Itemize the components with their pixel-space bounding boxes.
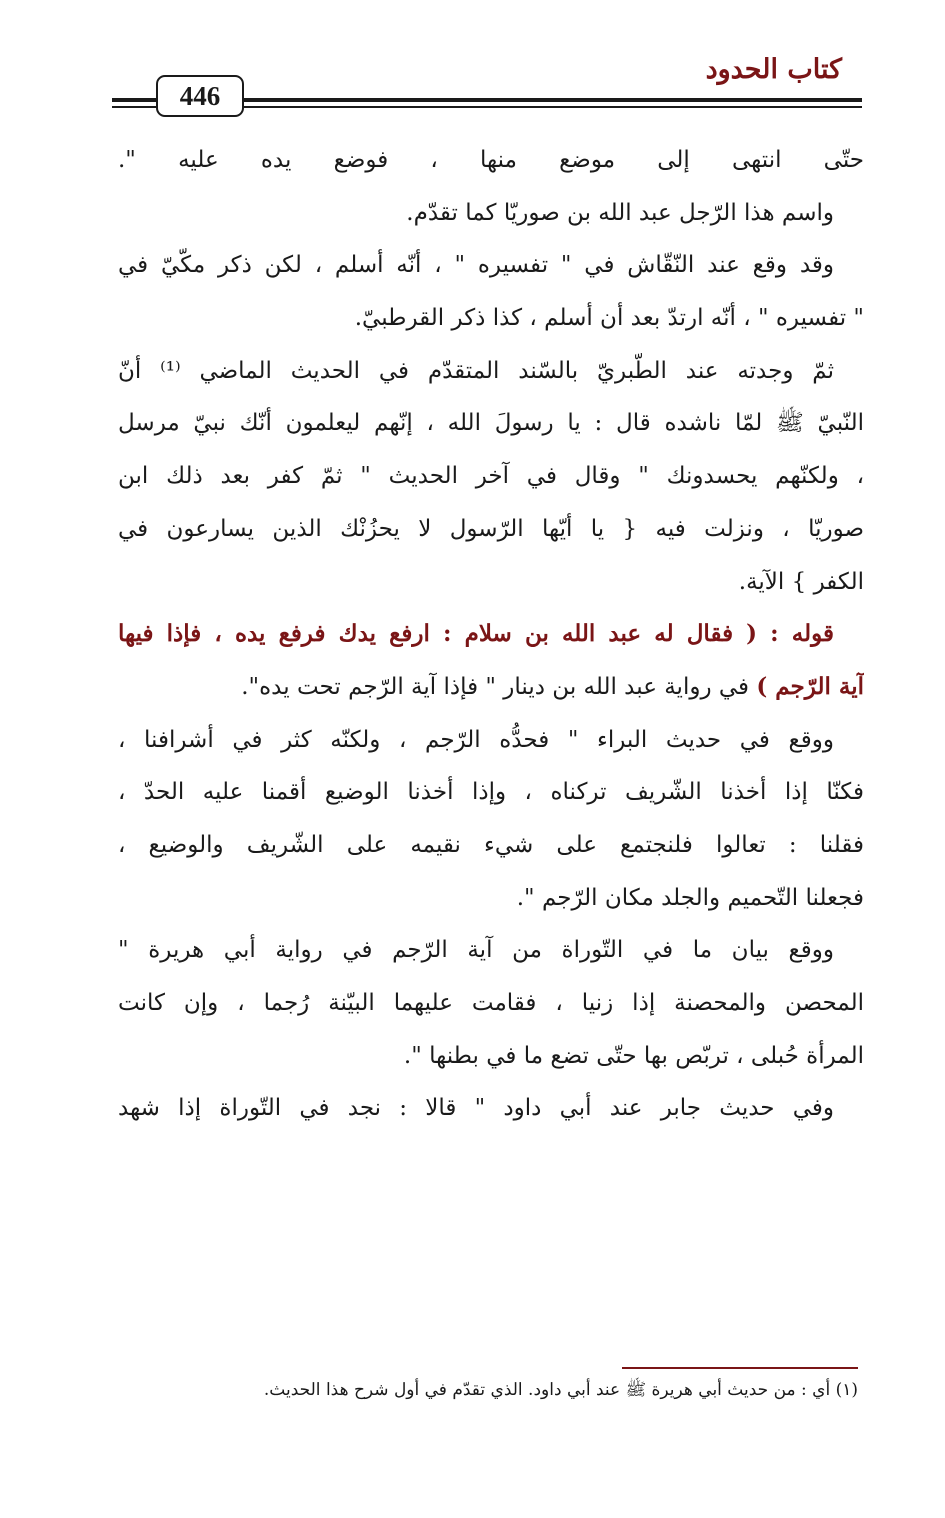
text-line: ثمّ وجدته عند الطّبريّ بالسّند المتقدّم في الحديث الماضي ⁽¹⁾ أنّ [118, 357, 834, 384]
text-line: وقد وقع عند النّقّاش في " تفسيره " ، أنّه أسلم ، لكن ذكر مكّيّ في [118, 252, 834, 279]
text-line: " تفسيره " ، أنّه ارتدّ بعد أن أسلم ، كذا ذكر القرطبيّ. [354, 305, 864, 332]
quote-line [118, 608, 864, 661]
text-line: فكنّا إذا أخذنا الشّريف تركناه ، وإذا أخذنا الوضيع أقمنا عليه الحدّ ، [118, 779, 864, 806]
text-line: فقلنا : تعالوا فلنجتمع على شيء نقيمه على الشّريف والوضيع ، [118, 831, 864, 858]
page-header [112, 48, 862, 118]
page-number: 446 [156, 75, 244, 117]
quote-highlight: آية الرّجم ) [756, 672, 864, 700]
text-line: النّبيّ ﷺ لمّا ناشده قال : يا رسولَ الله ، إنّهم ليعلمون أنّك نبيّ مرسل [118, 410, 864, 437]
quote-rest: في رواية عبد الله بن دينار " فإذا آية الرّجم تحت يده". [241, 673, 757, 700]
quote-highlight: قوله : ( فقال له عبد الله بن سلام : ارفع يدك فرفع يده ، فإذا فيها [118, 620, 834, 648]
book-title: كتاب الحدود [705, 54, 842, 85]
text-line: ، ولكنّهم يحسدونك " وقال في آخر الحديث " ثمّ كفر بعد ذلك ابن [118, 463, 864, 490]
text-line: المرأة حُبلى ، تربّص بها حتّى تضع ما في بطنها ". [403, 1042, 864, 1069]
text-line: صوريّا ، ونزلت فيه { يا أيّها الرّسول لا يحزُنْك الذين يسارعون في [118, 515, 864, 542]
footnote: (١) أي : من حديث أبي هريرة ﷺ عند أبي داود. الذي تقدّم في أول شرح هذا الحديث. [263, 1380, 858, 1400]
text-line: فجعلنا التّحميم والجلد مكان الرّجم ". [516, 884, 864, 911]
text-line: ووقع بيان ما في التّوراة من آية الرّجم في رواية أبي هريرة " [118, 937, 834, 964]
quote-line [118, 661, 864, 714]
text-line: المحصن والمحصنة إذا زنيا ، فقامت عليهما البيّنة رُجما ، وإن كانت [118, 990, 864, 1016]
text-line: الكفر } الآية. [738, 568, 864, 595]
text-line: حتّى انتهى إلى موضع منها ، فوضع يده عليه ". [118, 147, 864, 173]
footnote-divider [622, 1367, 858, 1369]
text-line: واسم هذا الرّجل عبد الله بن صوريّا كما تقدّم. [406, 199, 834, 226]
main-text [118, 134, 864, 1135]
text-line: وفي حديث جابر عند أبي داود " قالا : نجد في التّوراة إذا شهد [118, 1095, 834, 1122]
text-line: ووقع في حديث البراء " فحدُّه الرّجم ، ولكنّه كثر في أشرافنا ، [118, 726, 834, 753]
